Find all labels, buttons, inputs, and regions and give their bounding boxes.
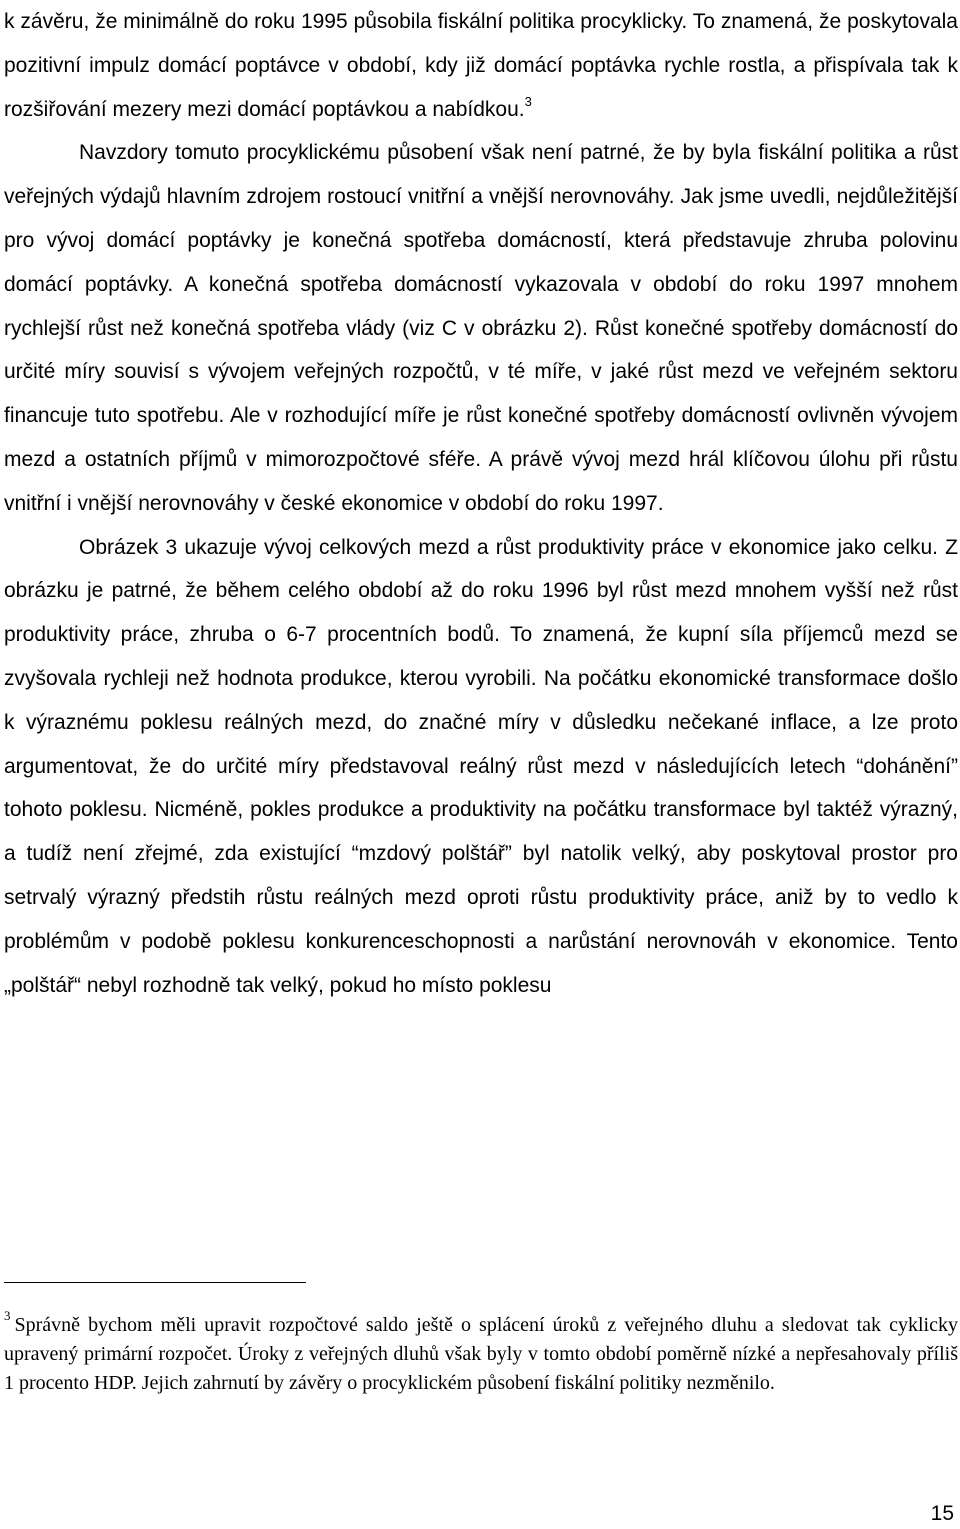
footnote — [4, 1308, 958, 1398]
paragraph-1 — [4, 0, 958, 131]
body-text — [4, 0, 958, 1007]
paragraph-3: Obrázek 3 ukazuje vývoj celkových mezd a růst produktivity práce v ekonomice jako celku. Z obrázku je patrné, že během celého období až do roku 1996 byl růst mezd mnohem vyšší než růst produktivity práce, zhruba o 6-7 procentních bodů. To znamená, že kupní síla příjemců mezd se zvyšovala rychleji než hodnota produkce, kterou vyrobili. Na počátku ekonomické transformace došlo k výraznému poklesu reálných mezd, do značné míry v důsledku nečekané inflace, a lze proto argumentovat, že do určité míry představoval reálný růst mezd v následujících letech “dohánění” tohoto poklesu. Nicméně, pokles produkce a produktivity na počátku transformace byl taktéž výrazný, a tudíž není zřejmé, zda existující “mzdový polštář” byl natolik velký, aby poskytoval prostor pro setrvalý výrazný předstih růstu reálných mezd oproti růstu produktivity práce, aniž by to vedlo k problémům v podobě poklesu konkurenceschopnosti a narůstání nerovnováh v ekonomice. Tento „polštář“ nebyl rozhodně tak velký, pokud ho místo poklesu — [4, 535, 958, 997]
footnote-number: 3 — [4, 1308, 11, 1324]
footnote-text: Správně bychom měli upravit rozpočtové saldo ještě o splácení úroků z veřejného dluhu a sledovat tak cyklicky upravený primární rozpočet. Úroky z veřejných dluhů však byly v tomto období poměrně nízké a nepřesahovaly příliš 1 procento HDP. Jejich zahrnutí by závěry o procyklickém působení fiskální politiky nezměnilo. — [4, 1314, 958, 1394]
page-number: 15 — [930, 1502, 954, 1525]
paragraph-1-text: k závěru, že minimálně do roku 1995 působila fiskální politika procyklicky. To znamená, že poskytovala pozitivní impulz domácí poptávce v období, kdy již domácí poptávka rychle rostla, a přispívala tak k rozšiřování mezery mezi domácí poptávkou a nabídkou. — [4, 10, 958, 121]
footnote-reference: 3 — [524, 93, 532, 109]
footnote-separator — [4, 1282, 306, 1283]
paragraph-2: Navzdory tomuto procyklickému působení však není patrné, že by byla fiskální politika a růst veřejných výdajů hlavním zdrojem rostoucí vnitřní a vnější nerovnováhy. Jak jsme uvedli, nejdůležitější pro vývoj domácí poptávky je konečná spotřeba domácností, která představuje zhruba polovinu domácí poptávky. A konečná spotřeba domácností vykazovala v období do roku 1997 mnohem rychlejší růst než konečná spotřeba vlády (viz C v obrázku 2). Růst konečné spotřeby domácností do určité míry souvisí s vývojem veřejných rozpočtů, v té míře, v jaké růst mezd ve veřejném sektoru financuje tuto spotřebu. Ale v rozhodující míře je růst konečné spotřeby domácností ovlivněn vývojem mezd a ostatních příjmů v mimorozpočtové sféře. A právě vývoj mezd hrál klíčovou úlohu při růstu vnitřní i vnější nerovnováhy v české ekonomice v období do roku 1997. — [4, 141, 958, 515]
